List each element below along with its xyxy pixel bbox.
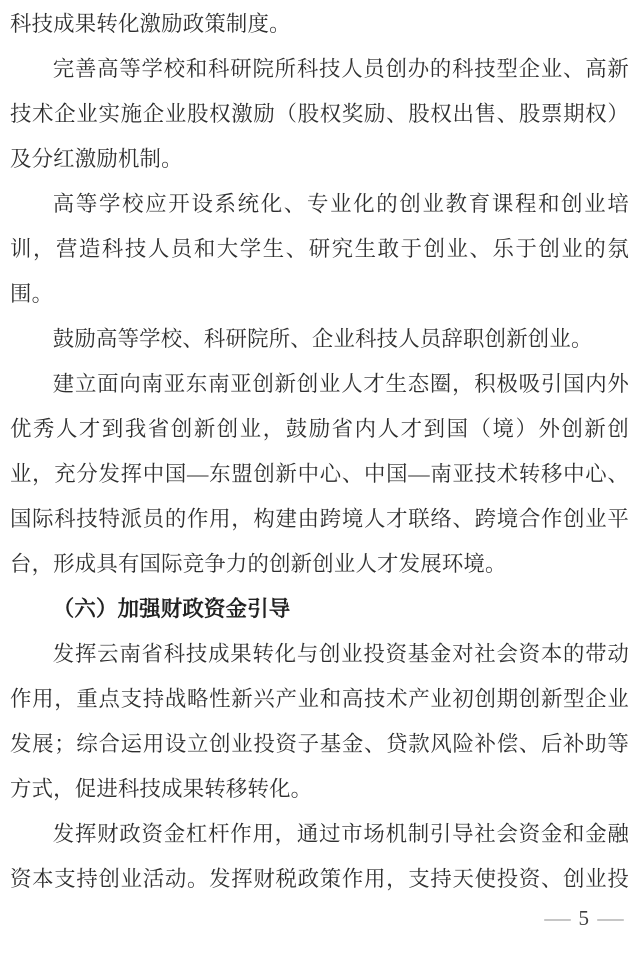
text-line: 方式，促进科技成果转移转化。 [10,777,313,801]
text-line: 国际科技特派员的作用，构建由跨境人才联络、跨境合作创业平 [10,507,629,531]
text-line: 围。 [10,282,54,306]
page-number-dash-left: — [543,906,571,930]
text-line: 资本支持创业活动。发挥财税政策作用，支持天使投资、创业投 [10,867,629,891]
text-line: 发挥云南省科技成果转化与创业投资基金对社会资本的带动 [52,642,629,666]
text-line: 发展；综合运用设立创业投资子基金、贷款风险补偿、后补助等 [10,732,629,756]
text-line: 发挥财政资金杠杆作用，通过市场机制引导社会资金和金融 [52,822,629,846]
text-line: 台，形成具有国际竞争力的创新创业人才发展环境。 [10,552,507,576]
text-line: 科技成果转化激励政策制度。 [10,12,291,36]
page-number-value: 5 [578,906,589,930]
page-number-dash-right: — [597,906,624,930]
text-line: 技术企业实施企业股权激励（股权奖励、股权出售、股票期权） [10,102,629,126]
text-line: 训，营造科技人员和大学生、研究生敢于创业、乐于创业的氛 [10,237,629,261]
text-line: 高等学校应开设系统化、专业化的创业教育课程和创业培 [52,192,629,216]
text-line: 业，充分发挥中国—东盟创新中心、中国—南亚技术转移中心、 [10,462,629,486]
text-line: 完善高等学校和科研院所科技人员创办的科技型企业、高新 [52,57,629,81]
text-line: 优秀人才到我省创新创业，鼓励省内人才到国（境）外创新创 [10,417,629,441]
document-body [10,2,629,902]
text-line: 作用，重点支持战略性新兴产业和高技术产业初创期创新型企业 [10,687,629,711]
text-line: 及分红激励机制。 [10,147,183,171]
section-heading: （六）加强财政资金引导 [52,597,291,621]
text-line: 鼓励高等学校、科研院所、企业科技人员辞职创新创业。 [52,327,593,351]
page-number [543,905,624,931]
text-line: 建立面向南亚东南亚创新创业人才生态圈，积极吸引国内外 [52,372,629,396]
